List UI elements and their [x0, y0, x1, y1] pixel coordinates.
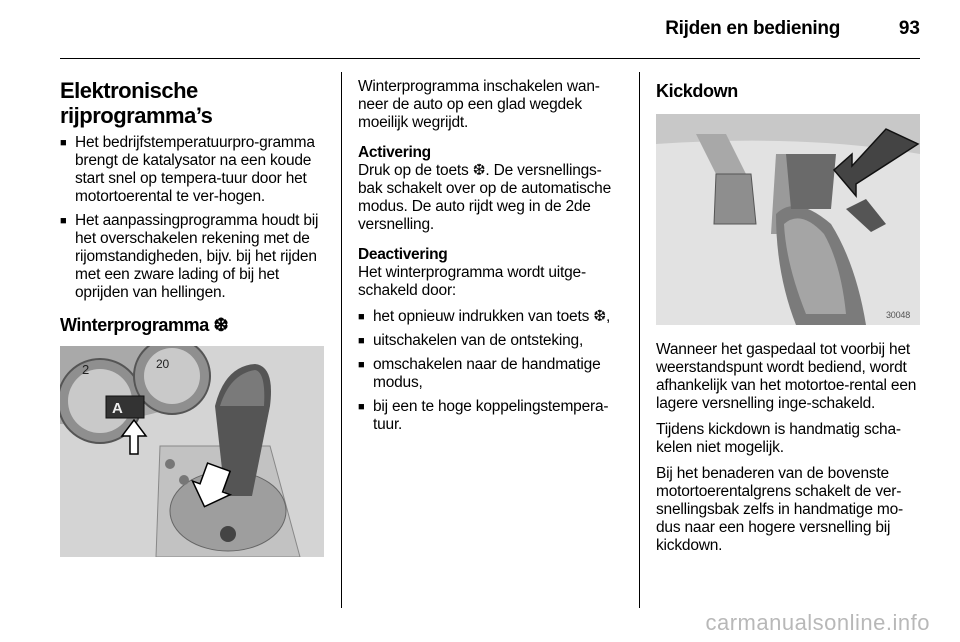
activation-paragraph: Druk op de toets ❆. De versnellings-bak schakelt over op de automatische modus. De auto rijdt weg in de 2de versnelling.	[358, 162, 612, 233]
list-item: ■ bij een te hoge koppelingstempera-tuur.	[358, 398, 624, 434]
list-item: ■ het opnieuw indrukken van toets ❆,	[358, 308, 624, 326]
column-divider-2	[639, 72, 640, 608]
gauge-label: 20	[156, 357, 169, 371]
intro-paragraph: Winterprogramma inschakelen wan-neer de auto op een glad wegdek moeilijk wegrijdt.	[358, 78, 600, 131]
list-item: ■ Het bedrijfstemperatuurpro-gramma brengt de katalysator na een koude start snel op tempera-tuur door het motortoerental te ver-hogen.	[60, 134, 326, 206]
gear-selector-illustration	[60, 346, 324, 557]
gauge-label: 2	[82, 362, 90, 377]
bullet-list	[60, 134, 326, 302]
deactivation-list	[358, 308, 624, 434]
page-number: 93	[898, 18, 920, 39]
right-column	[656, 78, 922, 563]
list-item: ■ omschakelen naar de handmatige modus,	[358, 356, 624, 392]
list-item: ■ uitschakelen van de ontsteking,	[358, 332, 624, 350]
section-heading: Elektronische rijprogramma’s	[60, 78, 213, 128]
paragraph: Wanneer het gaspedaal tot voorbij het weerstandspunt wordt bediend, wordt afhankelijk van het motortoe-rental een lagere versnelling inge-schakeld.	[656, 341, 917, 412]
middle-column	[358, 78, 624, 446]
column-divider-1	[341, 72, 342, 608]
watermark: carmanualsonline.info	[705, 610, 930, 635]
activation-heading: Activering	[358, 144, 431, 161]
deactivation-paragraph: Het winterprogramma wordt uitge-schakeld door:	[358, 264, 586, 299]
paragraph: Bij het benaderen van de bovenste motortoerentalgrens schakelt de ver-snellingsbak zelfs in handmatige mo-dus naar een hogere versnelling bij kickdown.	[656, 465, 903, 554]
kickdown-heading: Kickdown	[656, 81, 738, 101]
deactivation-heading: Deactivering	[358, 246, 448, 263]
list-item: ■ Het aanpassingprogramma houdt bij het overschakelen rekening met de rijomstandigheden, bijv. bij het rijden met een zware lading of bij het oprijden van hellingen.	[60, 212, 326, 302]
section-title: Rijden en bediening	[665, 18, 840, 39]
figure-code: 30048	[886, 310, 911, 320]
paragraph: Tijdens kickdown is handmatig scha-kelen niet mogelijk.	[656, 421, 901, 456]
left-column	[60, 78, 326, 557]
subsection-heading: Winterprogramma ❆	[60, 315, 229, 335]
pedal-illustration	[656, 114, 920, 325]
display-letter: A	[112, 400, 123, 417]
header-divider	[60, 58, 920, 59]
